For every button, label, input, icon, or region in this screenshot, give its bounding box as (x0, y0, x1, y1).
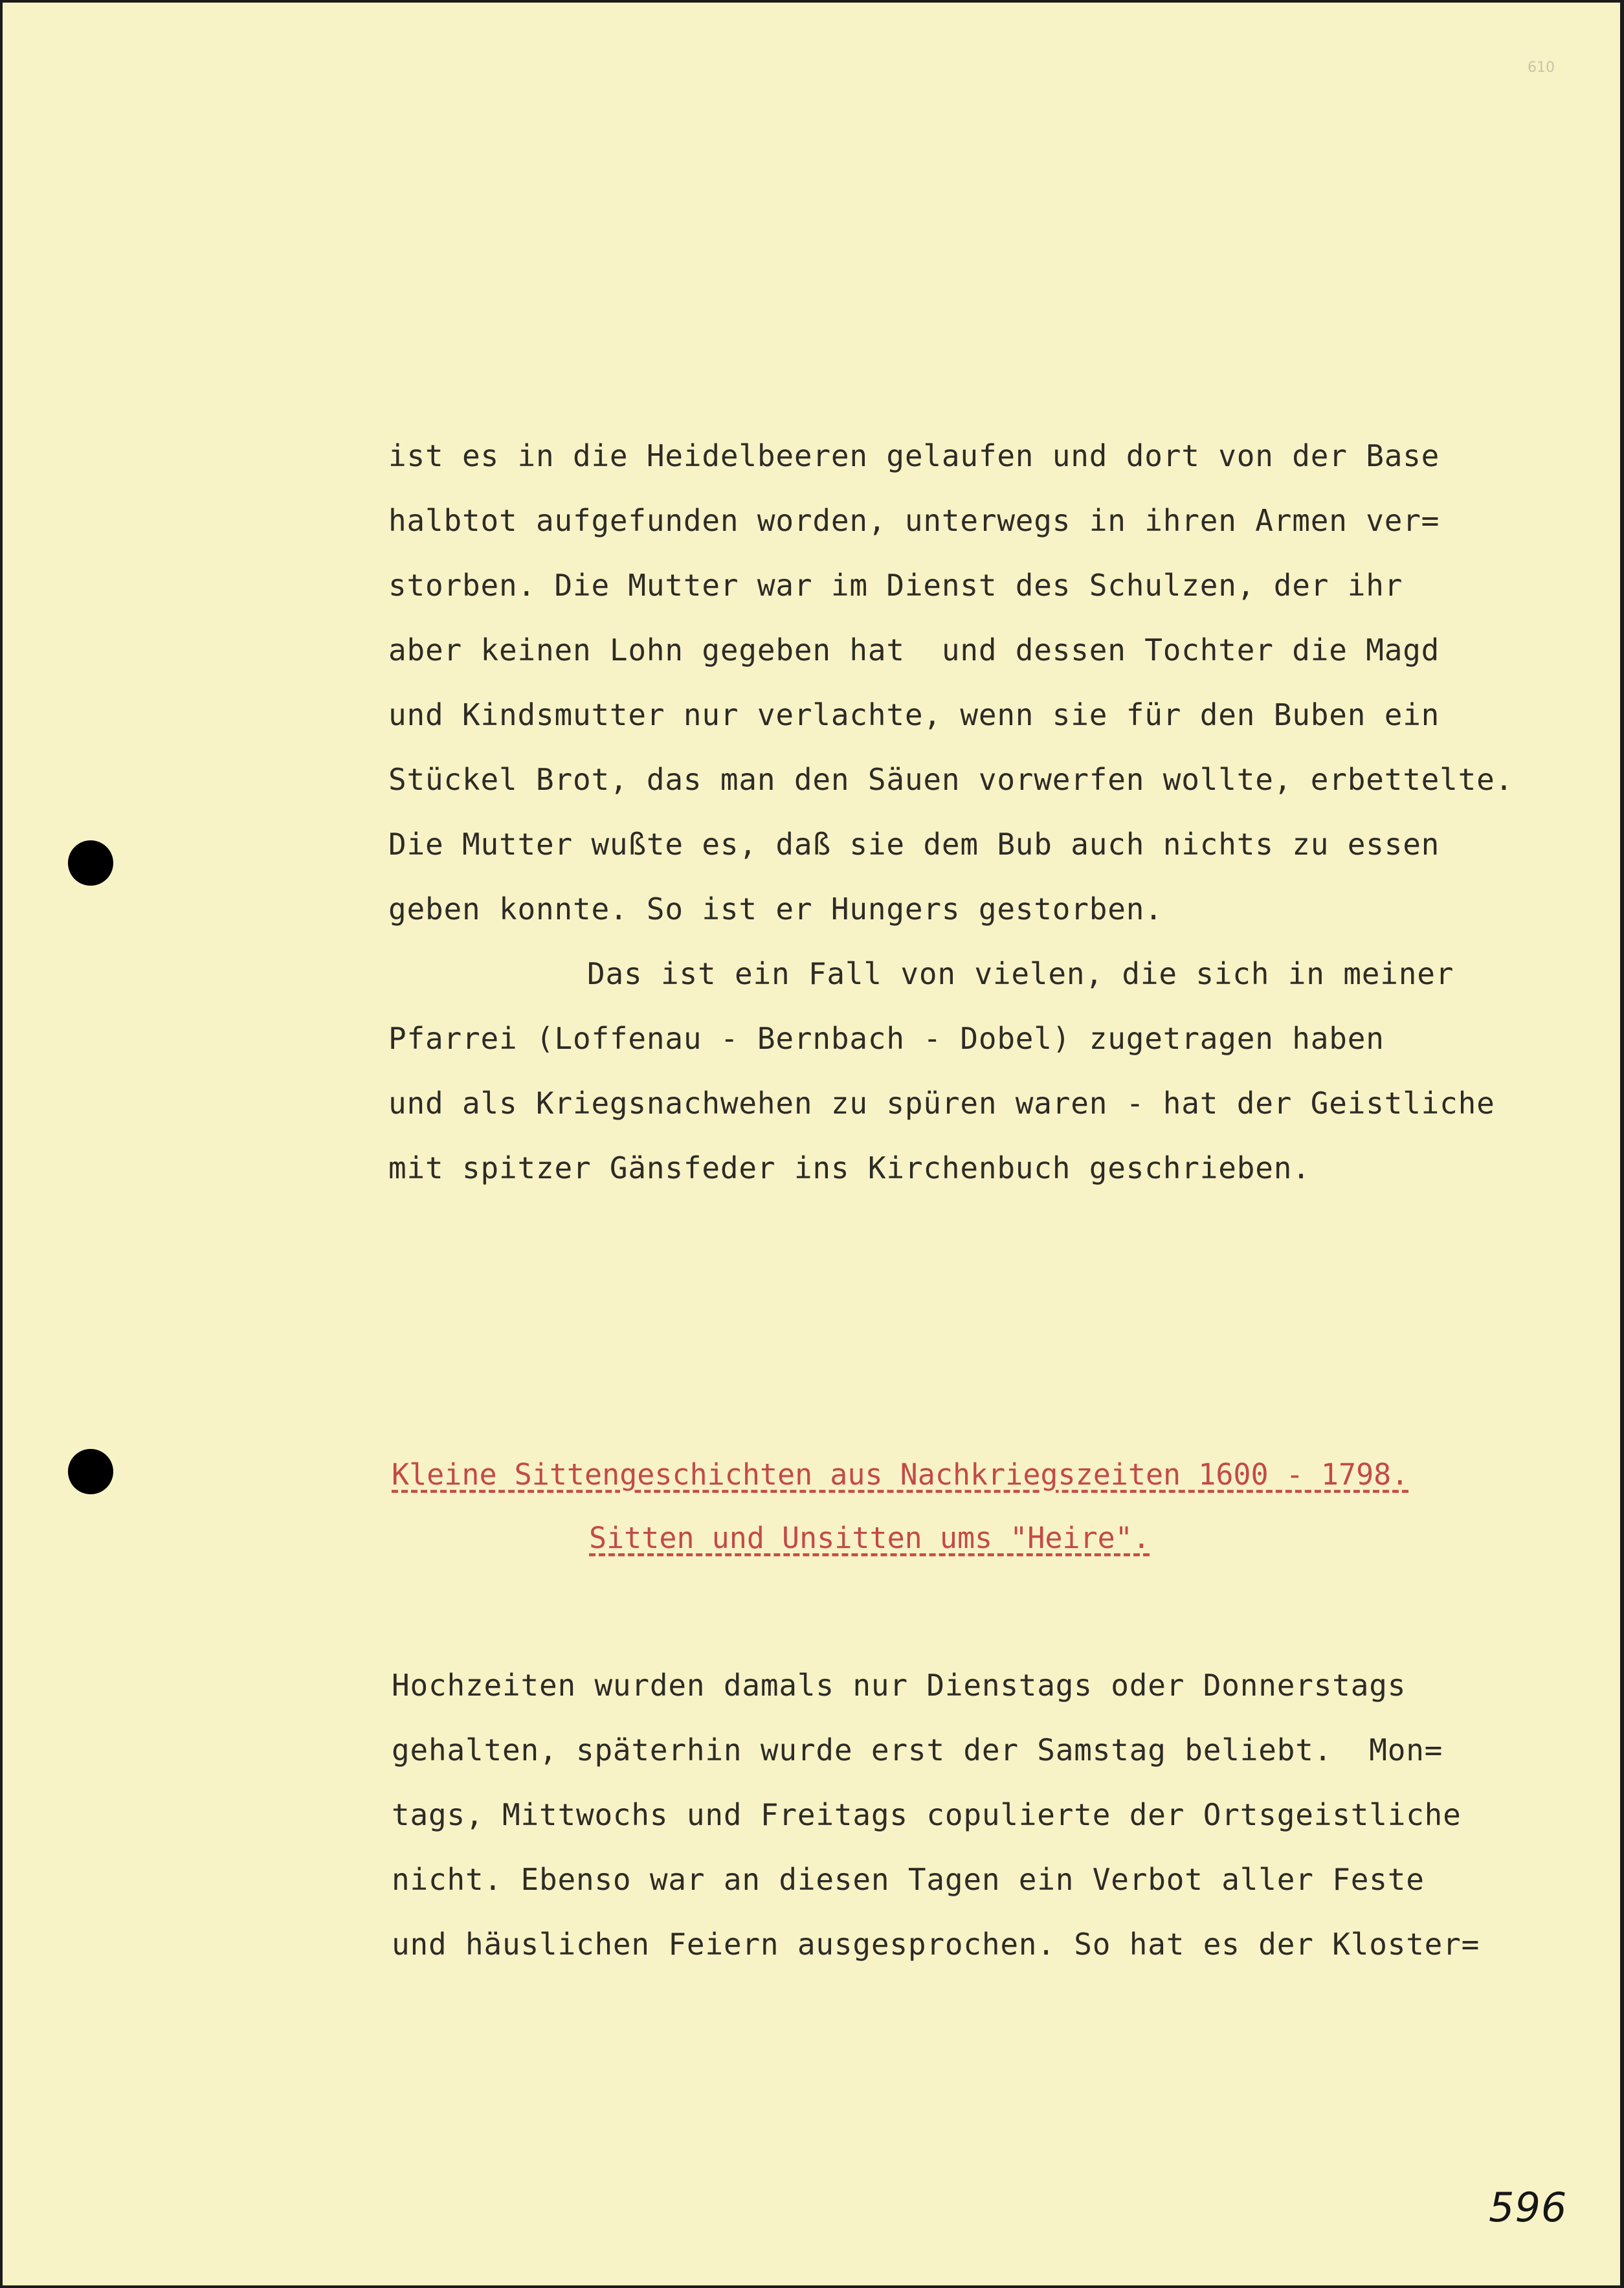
punch-hole-lower (68, 1449, 113, 1494)
body-line: und als Kriegsnachwehen zu spüren waren - hat der Geistliche (388, 1086, 1495, 1121)
scan-border-bottom (0, 2285, 1624, 2288)
section-line: Hochzeiten wurden damals nur Dienstags oder Donnerstags (392, 1668, 1407, 1703)
body-line: storben. Die Mutter war im Dienst des Schulzen, der ihr (388, 568, 1403, 603)
scan-border-right (1620, 0, 1624, 2288)
body-line: mit spitzer Gänsfeder ins Kirchenbuch geschrieben. (388, 1150, 1311, 1185)
section-heading: Kleine Sittengeschichten aus Nachkriegszeiten 1600 - 1798. (392, 1457, 1409, 1492)
section-line: tags, Mittwochs und Freitags copulierte der Ortsgeistliche (392, 1797, 1462, 1832)
body-line: Pfarrei (Loffenau - Bernbach - Dobel) zugetragen haben (388, 1021, 1385, 1056)
scan-border-top (0, 0, 1624, 3)
scan-border-left (0, 0, 3, 2288)
body-line: Die Mutter wußte es, daß sie dem Bub auch nichts zu essen (388, 827, 1440, 862)
body-line: ist es in die Heidelbeeren gelaufen und dort von der Base (388, 438, 1440, 473)
section-line: nicht. Ebenso war an diesen Tagen ein Verbot aller Feste (392, 1862, 1425, 1897)
body-line-indented: Das ist ein Fall von vielen, die sich in meiner (587, 956, 1454, 991)
pencil-note: 610 (1528, 60, 1555, 76)
body-line: halbtot aufgefunden worden, unterwegs in ihren Armen ver= (388, 503, 1440, 538)
section-line: und häuslichen Feiern ausgesprochen. So hat es der Kloster= (392, 1927, 1480, 1962)
body-line: und Kindsmutter nur verlachte, wenn sie für den Buben ein (388, 697, 1440, 732)
punch-hole-upper (68, 840, 113, 886)
section-subheading: Sitten und Unsitten ums "Heire". (589, 1521, 1150, 1555)
page-number: 596 (1489, 2184, 1568, 2231)
body-line: geben konnte. So ist er Hungers gestorben. (388, 892, 1163, 926)
body-line: Stückel Brot, das man den Säuen vorwerfen wollte, erbettelte. (388, 762, 1514, 797)
body-line: aber keinen Lohn gegeben hat und dessen Tochter die Magd (388, 633, 1440, 667)
section-line: gehalten, späterhin wurde erst der Samstag beliebt. Mon= (392, 1733, 1443, 1767)
